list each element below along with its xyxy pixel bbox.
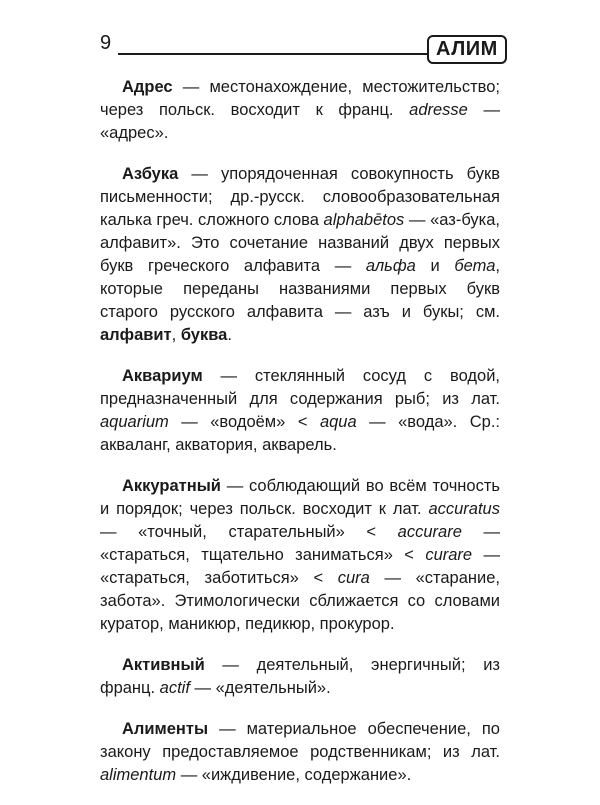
cross-reference: буква [180,326,228,344]
dictionary-entry: Активный — деятельный, энергичный; из франц. actif — «деятельный». [100,656,500,697]
dictionary-entry: Азбука — упорядоченная совокупность букв письменности; др.-русск. словообразовательная калька греч. сложного слова alphabētos — «аз-бука, алфавит». Это сочетание названий двух первых букв греческого алфавита — альфа и бета, которые переданы названиями первых букв старого русского алфавита — азъ и букы; см. алфавит, буква. [100,165,500,344]
cross-reference: алфавит [100,326,172,344]
entry-headword: Аквариум [122,367,203,385]
entry-headword: Алименты [122,720,209,738]
guide-word-box: АЛИМ [427,35,507,64]
dictionary-entry: Аккуратный — соблюдающий во всём точность и порядок; через польск. восходит к лат. accuratus — «точный, старательный» < accurare — «стараться, тщательно заниматься» < curare — «стараться, заботиться» < cura — «старание, забота». Этимологически сближается со словами куратор, маникюр, педикюр, прокурор. [100,477,500,633]
dictionary-entry: Адрес — местонахождение, местожительство; через польск. восходит к франц. adresse — «адрес». [100,78,501,142]
entry-headword: Аккуратный [122,477,221,495]
dictionary-entry: Алименты — материальное обеспечение, по закону предоставляемое родственникам; из лат. alimentum — «иждивение, содержание». [100,720,500,784]
dictionary-entry: Аквариум — стеклянный сосуд с водой, предназначенный для содержания рыб; из лат. aquarium — «водоём» < aqua — «вода». Ср.: акваланг, акватория, акварель. [100,367,500,454]
header-rule [118,53,428,55]
entry-headword: Азбука [122,165,179,183]
page-number: 9 [100,32,112,54]
entry-headword: Адрес [122,78,173,96]
dictionary-entries [100,76,500,805]
entry-headword: Активный [122,656,205,674]
